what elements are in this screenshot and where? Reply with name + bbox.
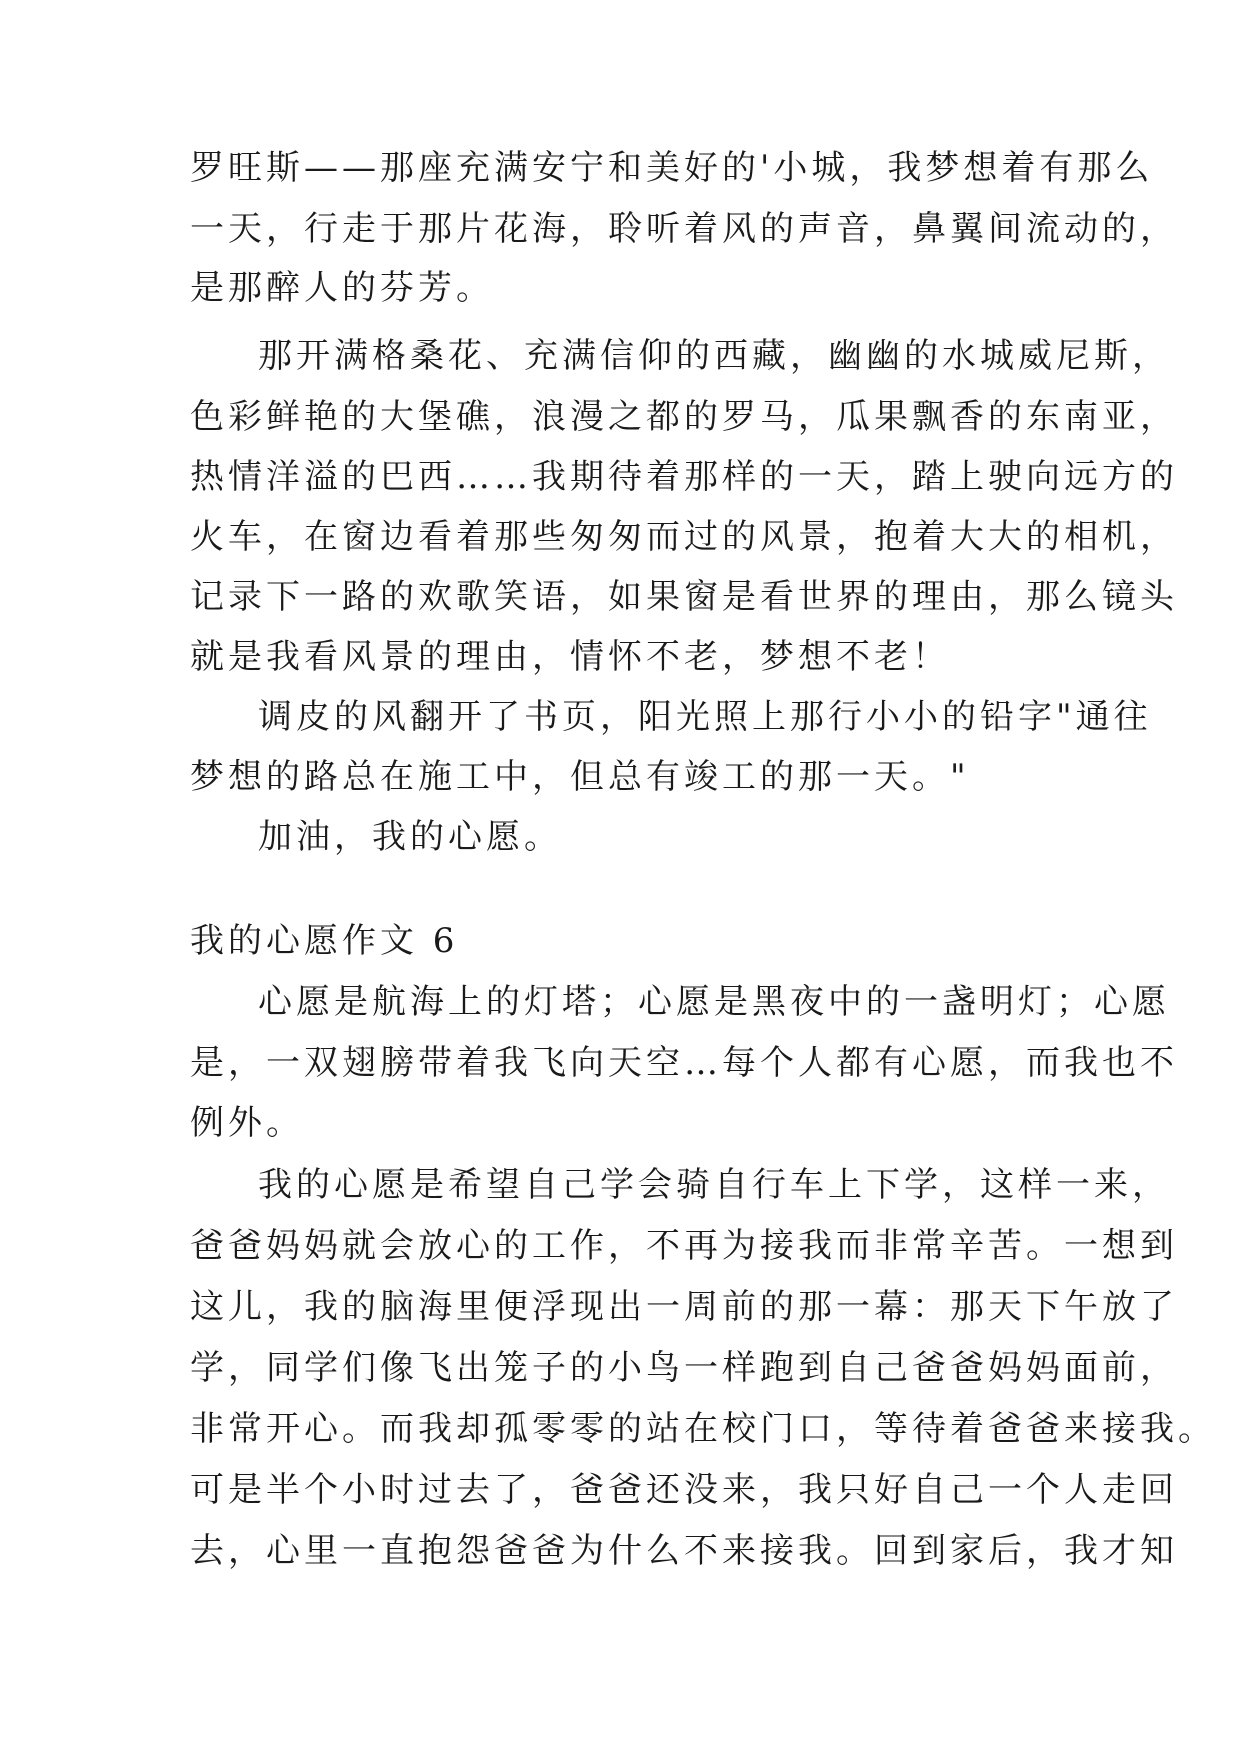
text-line: 非常开心。而我却孤零零的站在校门口，等待着爸爸来接我。 [190, 1409, 1216, 1449]
text-line: 爸爸妈妈就会放心的工作，不再为接我而非常辛苦。一想到 [190, 1226, 1178, 1266]
text-line: 学，同学们像飞出笼子的小鸟一样跑到自己爸爸妈妈面前， [190, 1348, 1178, 1388]
paragraph-start-line: 调皮的风翻开了书页，阳光照上那行小小的铅字"通往 [258, 697, 1152, 737]
text-line: 热情洋溢的巴西……我期待着那样的一天，踏上驶向远方的 [190, 457, 1178, 497]
paragraph-start-line: 加油，我的心愿。 [258, 817, 562, 857]
paragraph-start-line: 心愿是航海上的灯塔；心愿是黑夜中的一盏明灯；心愿 [258, 982, 1170, 1022]
text-line: 梦想的路总在施工中，但总有竣工的那一天。" [190, 757, 970, 797]
text-line: 例外。 [190, 1103, 304, 1143]
text-line: 去，心里一直抱怨爸爸为什么不来接我。回到家后，我才知 [190, 1531, 1178, 1571]
text-line: 一天，行走于那片花海，聆听着风的声音，鼻翼间流动的， [190, 209, 1178, 249]
text-line: 就是我看风景的理由，情怀不老，梦想不老！ [190, 637, 950, 677]
text-line: 是，一双翅膀带着我飞向天空…每个人都有心愿，而我也不 [190, 1043, 1178, 1083]
paragraph-start-line: 我的心愿是希望自己学会骑自行车上下学，这样一来， [258, 1165, 1170, 1205]
text-line: 色彩鲜艳的大堡礁，浪漫之都的罗马，瓜果飘香的东南亚， [190, 397, 1178, 437]
text-line: 这儿，我的脑海里便浮现出一周前的那一幕：那天下午放了 [190, 1287, 1178, 1327]
text-line: 火车，在窗边看着那些匆匆而过的风景，抱着大大的相机， [190, 517, 1178, 557]
paragraph-start-line: 那开满格桑花、充满信仰的西藏，幽幽的水城威尼斯， [258, 336, 1170, 376]
text-line: 是那醉人的芬芳。 [190, 268, 494, 308]
section-heading: 我的心愿作文 6 [190, 921, 459, 961]
text-line: 记录下一路的欢歌笑语，如果窗是看世界的理由，那么镜头 [190, 577, 1178, 617]
text-line: 可是半个小时过去了，爸爸还没来，我只好自己一个人走回 [190, 1470, 1178, 1510]
text-line: 罗旺斯——那座充满安宁和美好的'小城，我梦想着有那么 [190, 148, 1154, 188]
